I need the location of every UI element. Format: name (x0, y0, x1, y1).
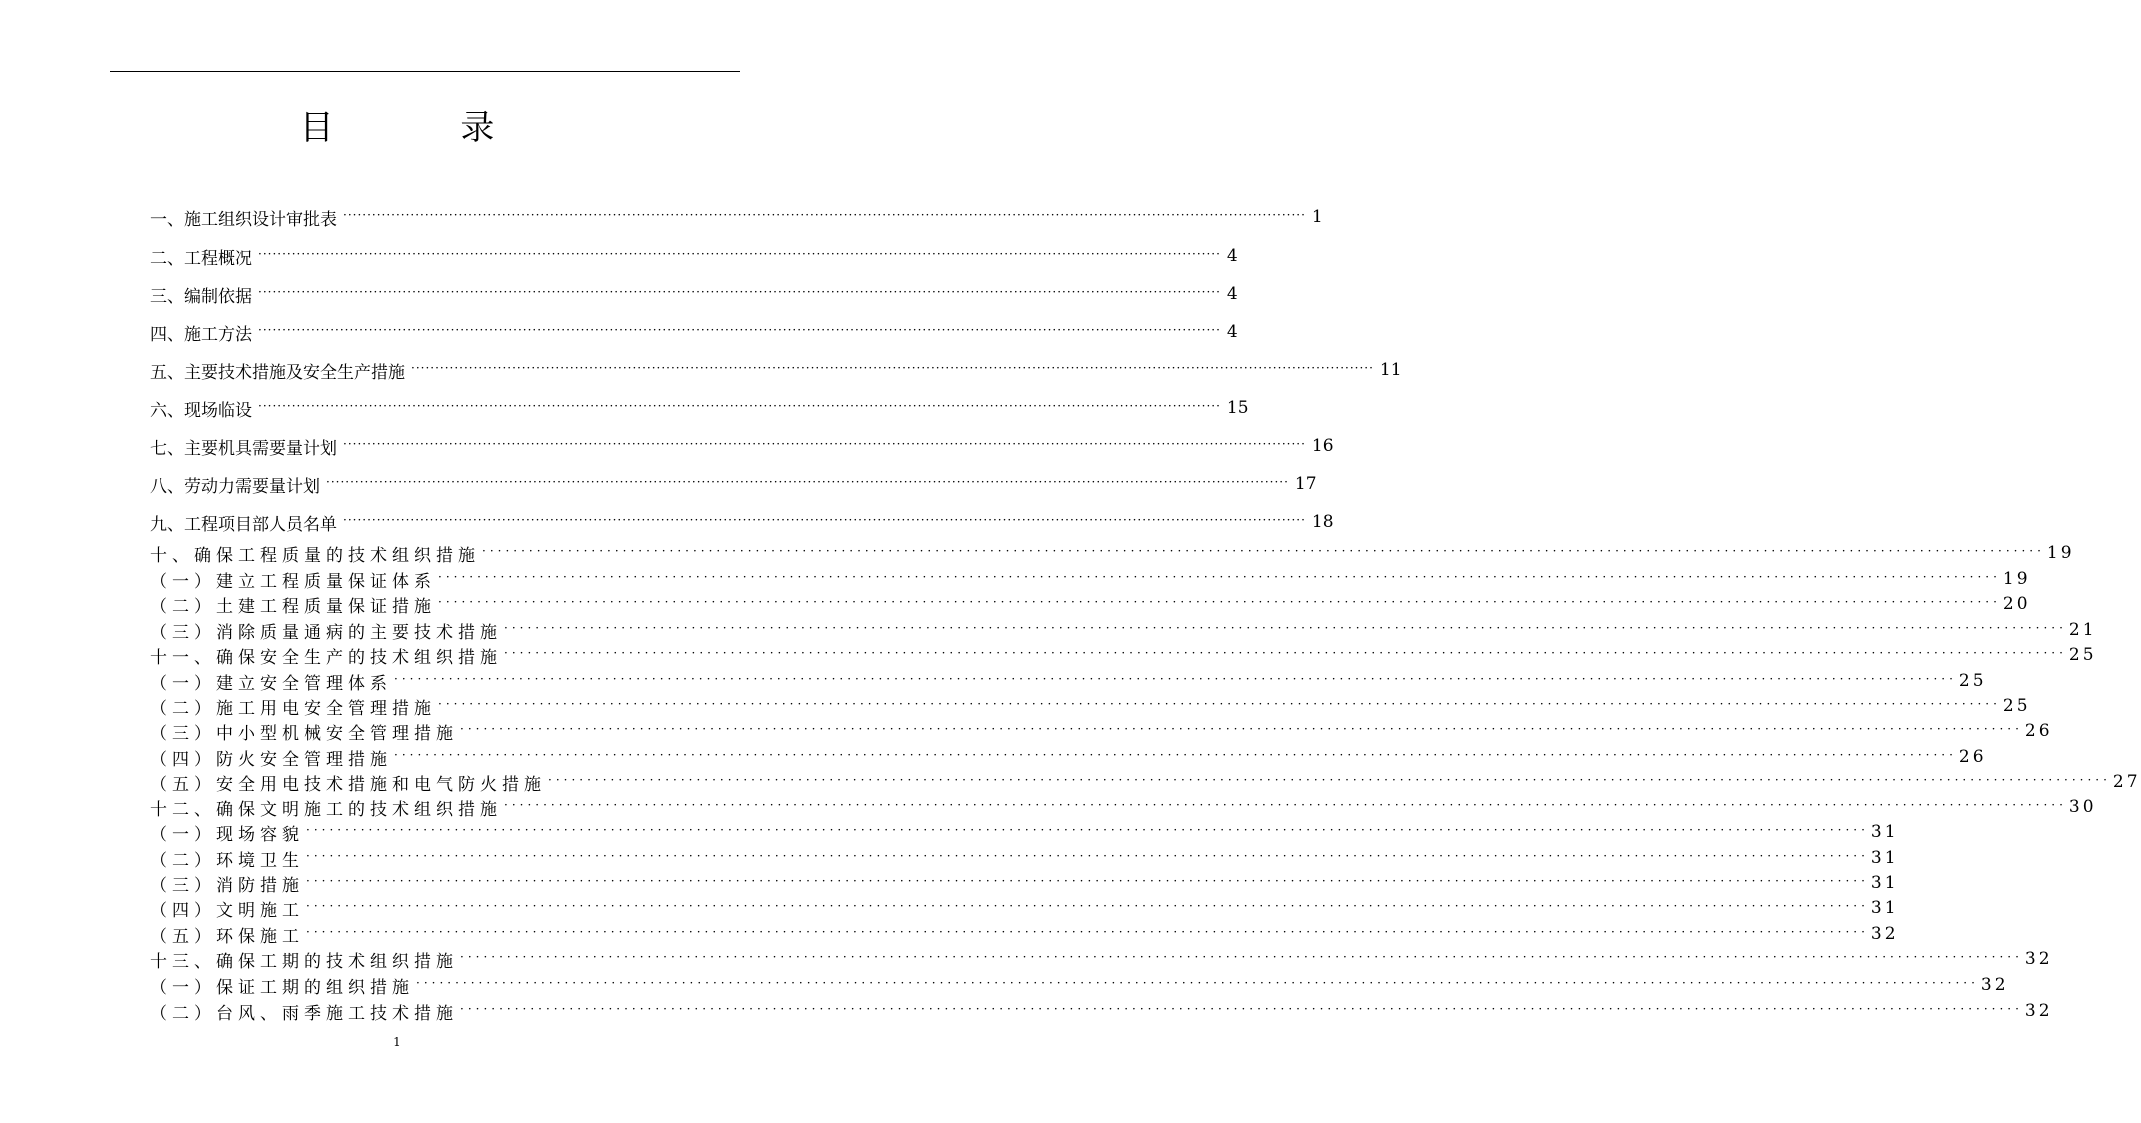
page-number: 1 (393, 1035, 401, 1049)
toc-entry-page: 31 (1870, 873, 1899, 893)
toc-entry-page: 4 (1226, 246, 1238, 266)
dot-leader: ········································································································································································································ (258, 285, 1221, 299)
toc-entry-page: 31 (1870, 822, 1899, 842)
dot-leader: ········································································································································································································ (438, 697, 2001, 711)
toc-entry-page: 21 (2068, 620, 2097, 640)
toc-entry-title: （二）施工用电安全管理措施 (150, 698, 436, 719)
toc-entry[interactable] (150, 282, 1238, 307)
toc-entry[interactable] (150, 592, 2031, 617)
toc-entry-page: 20 (2002, 594, 2031, 614)
toc-entry-page: 26 (1958, 747, 1987, 767)
dot-leader: ········································································································································································································ (504, 798, 2067, 812)
toc-entry-title: 十二、确保文明施工的技术组织措施 (150, 799, 502, 820)
toc-entry[interactable] (150, 434, 1334, 459)
toc-entry-page: 32 (1870, 924, 1899, 944)
dot-leader: ········································································································································································································ (258, 399, 1221, 413)
dot-leader: ········································································································································································································ (504, 646, 2067, 660)
toc-entry[interactable] (150, 795, 2097, 820)
toc-entry-page: 32 (1980, 975, 2009, 995)
toc-entry-title: 九、工程项目部人员名单 (150, 514, 337, 535)
toc-entry-title: （三）中小型机械安全管理措施 (150, 723, 458, 744)
toc-entry[interactable] (150, 745, 1987, 770)
toc-entry-title: （一）建立工程质量保证体系 (150, 571, 436, 592)
dot-leader: ········································································································································································································ (306, 925, 1869, 939)
dot-leader: ········································································································································································································ (306, 823, 1869, 837)
toc-entry[interactable] (150, 820, 1899, 845)
toc-entry-title: （五）安全用电技术措施和电气防火措施 (150, 774, 546, 795)
toc-entry[interactable] (150, 719, 2053, 744)
toc-entry[interactable] (150, 567, 2031, 592)
toc-entry-title: 十一、确保安全生产的技术组织措施 (150, 647, 502, 668)
page-title: 目 录 (299, 108, 553, 148)
toc-entry-title: （五）环保施工 (150, 926, 304, 947)
toc-entry-page: 32 (2024, 1001, 2053, 1021)
toc-entry-title: （一）建立安全管理体系 (150, 673, 392, 694)
dot-leader: ········································································································································································································ (504, 621, 2067, 635)
header-rule (110, 71, 740, 72)
dot-leader: ········································································································································································································ (343, 437, 1306, 451)
toc-entry-page: 25 (1958, 671, 1987, 691)
dot-leader: ········································································································································································································ (306, 874, 1869, 888)
toc-entry[interactable] (150, 999, 2053, 1024)
toc-entry[interactable] (150, 244, 1238, 269)
toc-entry-page: 31 (1870, 898, 1899, 918)
dot-leader: ········································································································································································································ (460, 722, 2023, 736)
toc-entry[interactable] (150, 973, 2009, 998)
toc-entry-title: （三）消防措施 (150, 875, 304, 896)
toc-entry-title: 三、编制依据 (150, 286, 252, 307)
toc-entry-title: （三）消除质量通病的主要技术措施 (150, 622, 502, 643)
toc-entry-page: 4 (1226, 322, 1238, 342)
dot-leader: ········································································································································································································ (438, 570, 2001, 584)
toc-entry[interactable] (150, 541, 2075, 566)
toc-entry-title: 二、工程概况 (150, 248, 252, 269)
toc-entry-page: 26 (2024, 721, 2053, 741)
dot-leader: ········································································································································································································ (306, 849, 1869, 863)
toc-entry[interactable] (150, 770, 2141, 795)
dot-leader: ········································································································································································································ (438, 595, 2001, 609)
toc-entry-title: 七、主要机具需要量计划 (150, 438, 337, 459)
toc-entry-title: （二）环境卫生 (150, 850, 304, 871)
toc-entry[interactable] (150, 396, 1249, 421)
toc-entry[interactable] (150, 205, 1323, 230)
dot-leader: ········································································································································································································ (258, 247, 1221, 261)
toc-entry-page: 27 (2112, 772, 2141, 792)
dot-leader: ········································································································································································································ (343, 208, 1306, 222)
toc-entry[interactable] (150, 510, 1334, 535)
toc-entry-page: 25 (2002, 696, 2031, 716)
toc-entry-page: 19 (2046, 543, 2075, 563)
dot-leader: ········································································································································································································ (394, 748, 1957, 762)
dot-leader: ········································································································································································································ (411, 361, 1374, 375)
toc-entry[interactable] (150, 643, 2097, 668)
toc-entry[interactable] (150, 472, 1317, 497)
toc-entry-title: （四）文明施工 (150, 900, 304, 921)
toc-entry-title: 十三、确保工期的技术组织措施 (150, 951, 458, 972)
toc-entry-title: 十、确保工程质量的技术组织措施 (150, 545, 480, 566)
toc-entry[interactable] (150, 846, 1899, 871)
toc-entry-title: （一）保证工期的组织措施 (150, 977, 414, 998)
dot-leader: ········································································································································································································ (306, 899, 1869, 913)
toc-entry-title: （二）台风、雨季施工技术措施 (150, 1003, 458, 1024)
toc-entry[interactable] (150, 947, 2053, 972)
dot-leader: ········································································································································································································ (416, 976, 1979, 990)
dot-leader: ········································································································································································································ (394, 672, 1957, 686)
toc-entry-title: 五、主要技术措施及安全生产措施 (150, 362, 405, 383)
toc-entry-page: 1 (1311, 207, 1323, 227)
toc-entry-page: 15 (1226, 398, 1249, 418)
toc-entry-page: 16 (1311, 436, 1334, 456)
toc-entry-page: 32 (2024, 949, 2053, 969)
toc-entry-title: 四、施工方法 (150, 324, 252, 345)
toc-entry[interactable] (150, 871, 1899, 896)
toc-entry-page: 11 (1379, 360, 1402, 380)
toc-entry-page: 18 (1311, 512, 1334, 532)
toc-entry-title: （二）土建工程质量保证措施 (150, 596, 436, 617)
toc-entry-page: 4 (1226, 284, 1238, 304)
dot-leader: ········································································································································································································ (460, 950, 2023, 964)
toc-entry[interactable] (150, 618, 2097, 643)
dot-leader: ········································································································································································································ (343, 513, 1306, 527)
toc-entry[interactable] (150, 694, 2031, 719)
dot-leader: ········································································································································································································ (460, 1002, 2023, 1016)
toc-entry-page: 31 (1870, 848, 1899, 868)
toc-entry-page: 25 (2068, 645, 2097, 665)
toc-entry-page: 30 (2068, 797, 2097, 817)
toc-entry-title: （一）现场容貌 (150, 824, 304, 845)
dot-leader: ········································································································································································································ (258, 323, 1221, 337)
toc-entry-title: 八、劳动力需要量计划 (150, 476, 320, 497)
toc-entry-title: 六、现场临设 (150, 400, 252, 421)
toc-entry[interactable] (150, 896, 1899, 921)
dot-leader: ········································································································································································································ (326, 475, 1289, 489)
toc-entry-title: （四）防火安全管理措施 (150, 749, 392, 770)
toc-entry[interactable] (150, 669, 1987, 694)
toc-entry-page: 17 (1294, 474, 1317, 494)
toc-entry[interactable] (150, 358, 1402, 383)
toc-entry-page: 19 (2002, 569, 2031, 589)
dot-leader: ········································································································································································································ (548, 773, 2111, 787)
toc-entry-title: 一、施工组织设计审批表 (150, 209, 337, 230)
dot-leader: ········································································································································································································ (482, 544, 2045, 558)
toc-entry[interactable] (150, 320, 1238, 345)
toc-entry[interactable] (150, 922, 1899, 947)
